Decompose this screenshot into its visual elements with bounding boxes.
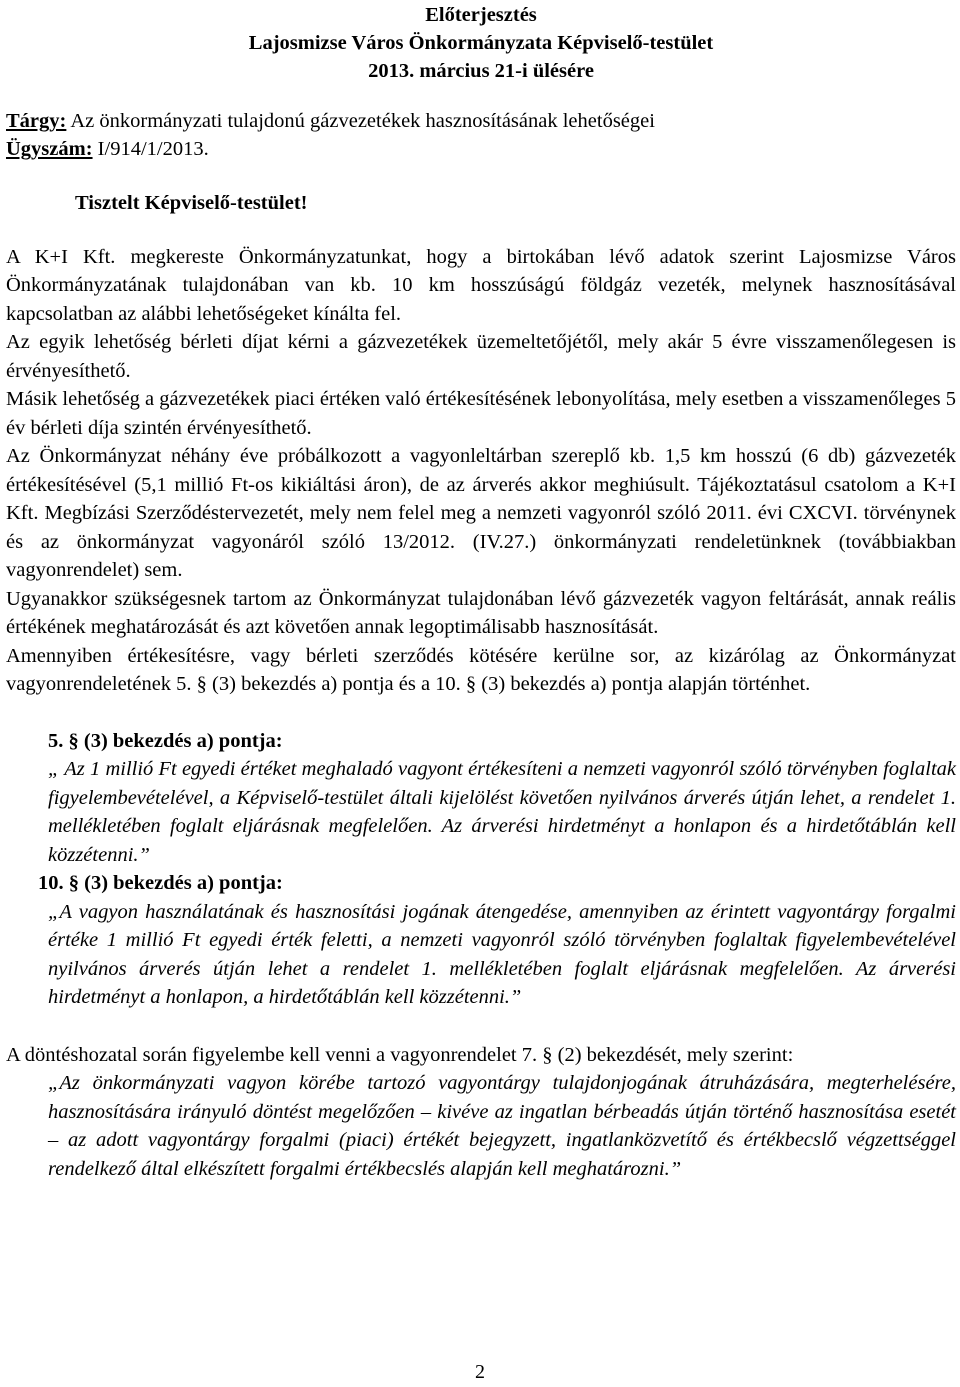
- document-body: [6, 243, 956, 699]
- subject-value: Az önkormányzati tulajdonú gázvezetékek hasznosításának lehetőségei: [66, 110, 655, 132]
- case-number-value: I/914/1/2013.: [92, 138, 209, 160]
- paragraph: Ugyanakkor szükségesnek tartom az Önkormányzat tulajdonában lévő gázvezeték vagyon feltárását, annak reális értékének meghatározását és azt követően annak legoptimálisabb hasznosítását.: [6, 587, 956, 638]
- paragraph: Az egyik lehetőség bérleti díjat kérni a gázvezetékek üzemeltetőjétől, mely akár 5 évre visszamenőlegesen is érvényesíthető.: [6, 331, 956, 382]
- salutation: Tisztelt Képviselő-testület!: [75, 192, 308, 214]
- paragraph: Amennyiben értékesítésre, vagy bérleti szerződés kötésére kerülne sor, az kizárólag az Önkormányzat vagyonrendeletének 5. § (3) bekezdés a) pontja és a 10. § (3) bekezdés a) pontja alapján történhet.: [6, 644, 956, 695]
- paragraph: A K+I Kft. megkereste Önkormányzatunkat, hogy a birtokában lévő adatok szerint Lajosmizse Város Önkormányzatának tulajdonában van kb. 10 km hosszúságú földgáz vezeték, melynek hasznosításával kapcsolatban az alábbi lehetőségeket kínálta fel.: [6, 245, 956, 325]
- paragraph: Az Önkormányzat néhány éve próbálkozott a vagyonleltárban szereplő kb. 1,5 km hosszú (6 db) gázvezeték értékesítésével (5,1 millió Ft-os kikiáltási áron), de az árverés akkor meghiúsult. Tájékoztatásul csatolom a K+I Kft. Megbízási Szerződéstervezetét, mely nem felel meg a nemzeti vagyonról szóló 2011. évi CXCVI. törvénynek és az önkormányzat vagyonáról szóló 13/2012. (IV.27.) önkormányzati rendeletünknek (továbbiakban vagyonrendelet) sem.: [6, 445, 956, 581]
- quote-text: „ Az 1 millió Ft egyedi értéket meghaladó vagyont értékesíteni a nemzeti vagyonról szóló törvényben foglaltak figyelembevételével, a Képviselő-testület általi kijelölést követően nyilvános árverés útján lehet, a rendelet 1. mellékletében foglalt eljárásnak megfelelően. Az árverési hirdetményt a honlapon és a hirdetőtáblán kell közzétenni.”: [48, 758, 956, 866]
- document-meta: [6, 107, 956, 163]
- quote-heading: 5. § (3) bekezdés a) pontja:: [48, 729, 283, 752]
- header-body: Lajosmizse Város Önkormányzata Képviselő-testület: [248, 32, 714, 54]
- decision-quote: „Az önkormányzati vagyon körébe tartozó vagyontárgy tulajdonjogának átruházására, megterhelésére, hasznosítására irányuló döntést megelőzően – kivéve az ingatlan bérbeadás útján történő hasznosítása esetét – az adott vagyontárgy forgalmi (piaci) értékét bejegyzett, ingatlanközvetítő és értékbecslő végzettséggel rendelkező által elkészített forgalmi értékbecslés alapján kell meghatározni.”: [48, 1072, 956, 1180]
- subject-label: Tárgy:: [6, 110, 67, 132]
- quoted-provisions: [6, 727, 956, 1012]
- subject-line: [6, 107, 956, 135]
- case-number-line: [6, 135, 956, 163]
- quote-heading: 10. § (3) bekezdés a) pontja:: [38, 872, 283, 894]
- decision-intro: A döntéshozatal során figyelembe kell venni a vagyonrendelet 7. § (2) bekezdését, mely szerint:: [6, 1043, 794, 1066]
- quote-text: „A vagyon használatának és hasznosítási jogának átengedése, amennyiben az érintett vagyontárgy forgalmi értéke 1 millió Ft egyedi érték feletti, a nemzeti vagyonról szóló törvényben foglaltak figyelembevételével nyilvános árverés útján lehet a rendelet 1. mellékletében foglalt eljárásnak megfelelően. Az árverési hirdetményt a honlapon, a hirdetőtáblán kell közzétenni.”: [48, 900, 956, 1008]
- document-header: [6, 1, 956, 85]
- decision-section: [6, 1041, 956, 1184]
- header-title: Előterjesztés: [425, 4, 537, 26]
- document-page: [6, 0, 956, 1183]
- case-number-label: Ügyszám:: [6, 138, 93, 160]
- paragraph: Másik lehetőség a gázvezetékek piaci értéken való értékesítésének lebonyolítása, mely esetben a visszamenőleges 5 év bérleti díja szintén érvényesíthető.: [6, 388, 956, 439]
- page-number: 2: [475, 1361, 485, 1383]
- header-date: 2013. március 21-i ülésére: [368, 60, 594, 82]
